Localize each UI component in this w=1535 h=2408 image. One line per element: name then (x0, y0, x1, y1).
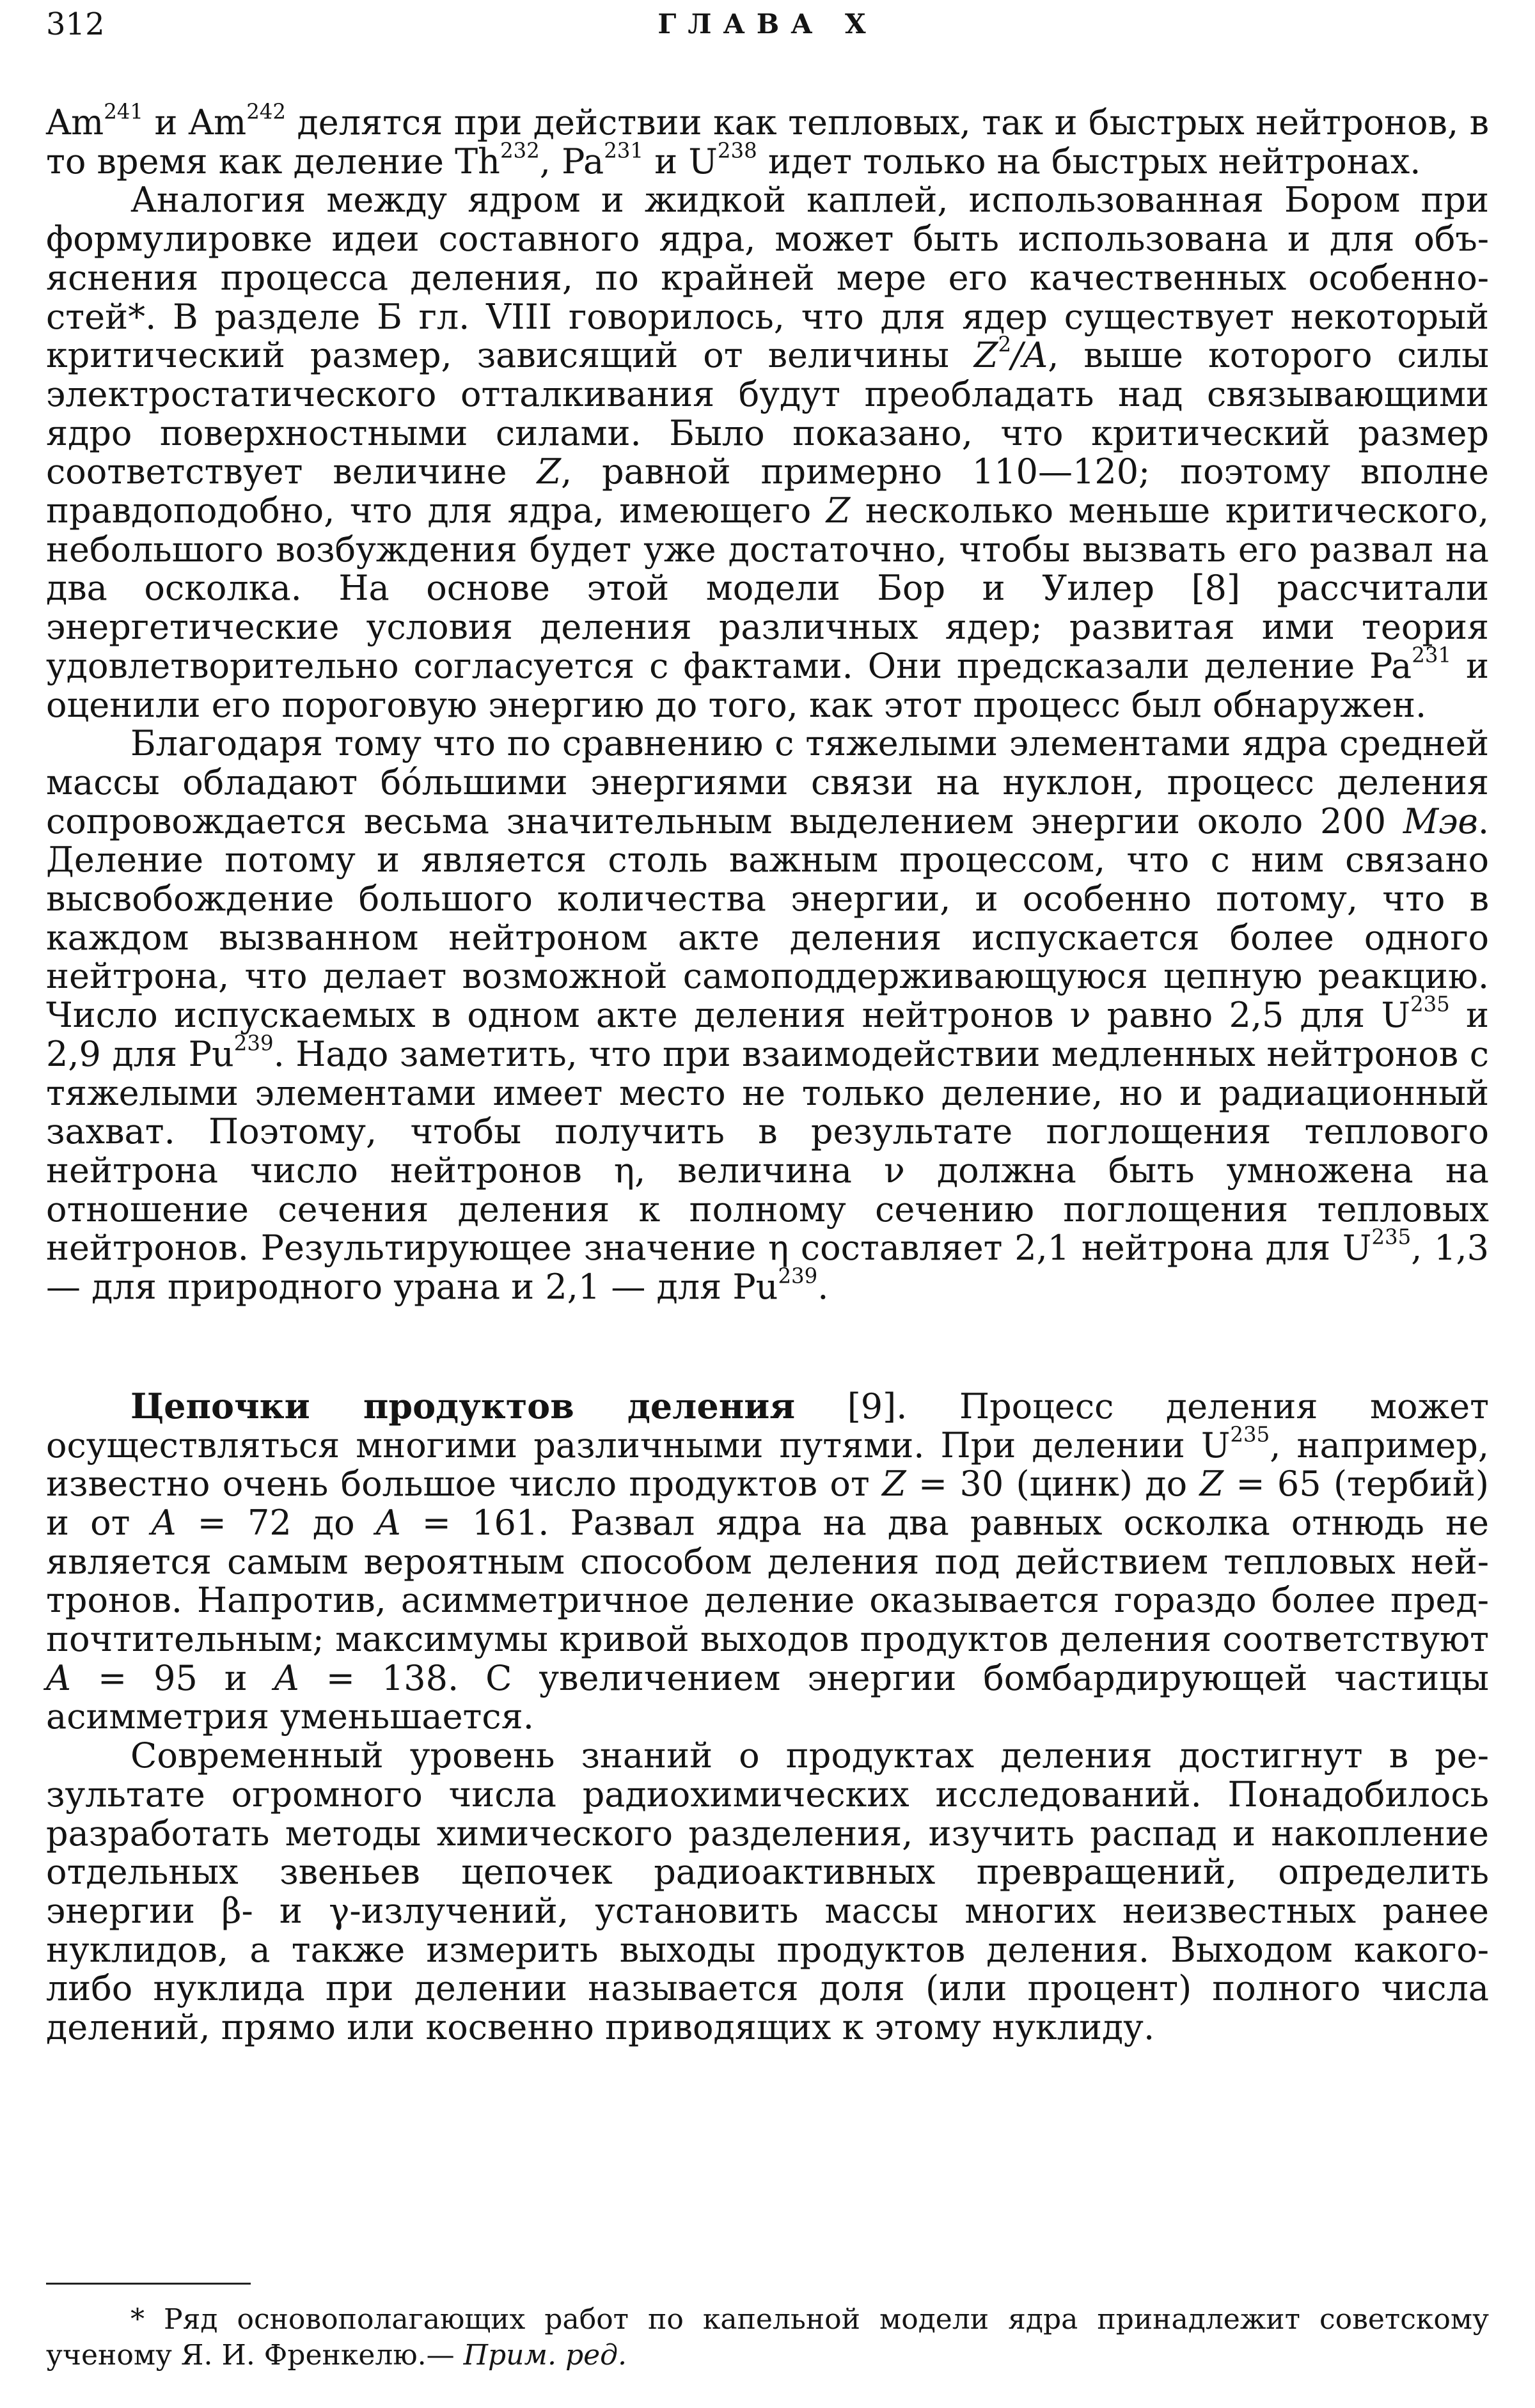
paragraph-fission-energy: Благодаря тому что по сравнению с тяжелыми элементами ядра средней массы обладают бо́льшими энергиями связи на нуклон, процесс деления сопровождается весьма значительным выделением энергии около 200 Мэв. Деление потому и является столь важным процессом, что с ним связано высвобождение большого количества энергии, и особенно потому, что в каждом вызванном нейтроном акте деления испускается более одного нейтрона, что делает возможной самоподдерживающуюся цепную реакцию. Число испускаемых в одном акте деления нейтронов ν равно 2,5 для $U^{235}$ и 2,9 для Pu$^{239}$. Надо заметить, что при взаимодействии медленных нейтронов с тяжелыми элементами имеет место не только деление, но и радиационный захват. Поэтому, чтобы получить в результате поглощения теплового нейтрона число нейтронов η, величина ν должна быть умножена на отношение сечения деления к полному сечению поглощения тепловых нейтронов. Результирующее значение η составляет 2,1 нейтрона для $U^{235}$, 1,3 — для природного урана и 2,1 — для Pu$^{239}$. (46, 723, 1490, 1308)
running-head (46, 5, 1489, 43)
section-heading: Цепочки продуктов деления (130, 1385, 796, 1427)
paragraph-fission-products-knowledge: Современный уровень знаний о продуктах деления достигнут в результате огромного числа радиохимических исследований. Понадобилось разработать методы химического разделения, изучить распад и накопление отдельных звеньев цепочек радиоактивных превращений, определить энергии β- и γ-излучений, установить массы многих неизвестных ранее нуклидов, а также измерить выходы продуктов деления. Выходом какого-либо нуклида при делении называется доля (или процент) полного числа делений, прямо или косвенно приводящих к этому нуклиду. (46, 1735, 1489, 2048)
footnote-divider (46, 2283, 251, 2285)
book-page (46, 0, 1489, 2408)
paragraph-am-fission: Am$^{241}$ и Am$^{242}$ делятся при действии как тепловых, так и быстрых нейтронов, в то время как деление Th$^{232}$, Pa$^{231}$ и $U^{238}$ идет только на быстрых нейтронах. (46, 99, 1489, 182)
page-number: 312 (46, 6, 105, 42)
paragraph-fission-product-chains: Цепочки продуктов деления [9]. Процесс деления может осуществляться многими различными путями. При делении $U^{235}$, например, известно очень большое число продуктов от Z = 30 (цинк) до Z = 65 (тербий) и от A = 72 до A = 161. Развал ядра на два равных осколка отнюдь не является самым вероятным способом деления под действием тепловых нейтронов. Напротив, асимметричное деление оказывается гораздо более предпочтительным; максимумы кривой выходов продуктов деления соответствуют A = 95 и A = 138. С увеличением энергии бомбардирующей частицы асимметрия уменьшается. (46, 1385, 1489, 1737)
body-text (46, 99, 1490, 2048)
paragraph-liquid-drop-analogy: Аналогия между ядром и жидкой каплей, использованная Бором при формулировке идеи составного ядра, может быть использована и для объяснения процесса деления, по крайней мере его качественных особенностей*. В разделе Б гл. VIII говорилось, что для ядер существует некоторый критический размер, зависящий от величины $Z^2/A$, выше которого силы электростатического отталкивания будут преобладать над связывающими ядро поверхностными силами. Было показано, что критический размер соответствует величине Z, равной примерно 110—120; поэтому вполне правдоподобно, что для ядра, имеющего Z несколько меньше критического, небольшого возбуждения будет уже достаточно, чтобы вызвать его развал на два осколка. На основе этой модели Бор и Уилер [8] рассчитали энергетические условия деления различных ядер; развитая ими теория удовлетворительно согласуется с фактами. Они предсказали деление Pa$^{231}$ и оценили его пороговую энергию до того, как этот процесс был обнаружен. (46, 180, 1489, 725)
chapter-title: ГЛАВА X (657, 8, 878, 40)
footnote: * Ряд основополагающих работ по капельной модели ядра принадлежит советскому ученому Я. И. Френкелю.— Прим. ред. (46, 2303, 1489, 2372)
